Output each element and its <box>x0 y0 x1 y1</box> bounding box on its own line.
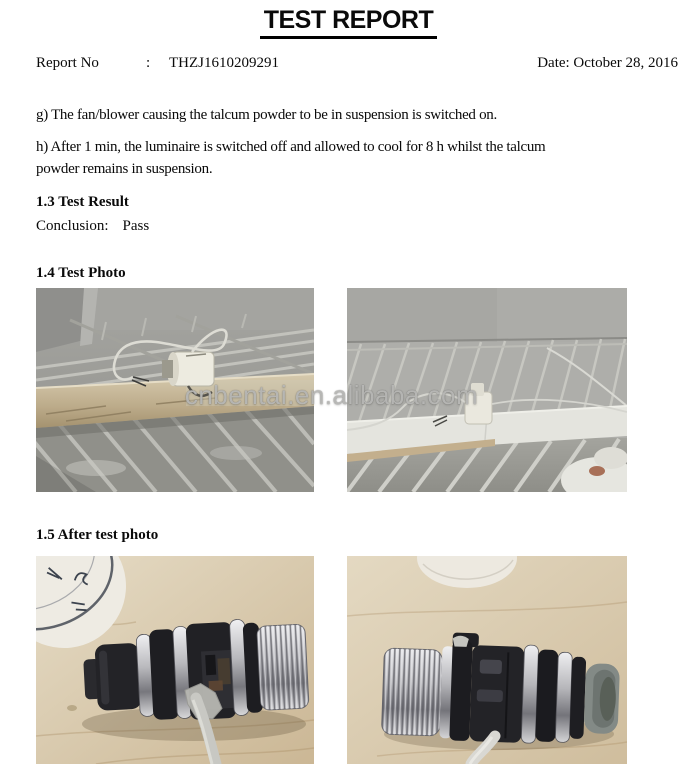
conclusion-value: Pass <box>122 218 150 234</box>
after-test-photo-left-image <box>36 556 314 764</box>
test-photo-row <box>36 288 627 492</box>
after-test-photo-row <box>36 556 627 764</box>
heading-test-result: 1.3 Test Result <box>36 194 129 210</box>
report-no-value: THZJ1610209291 <box>169 55 279 71</box>
paragraph-item-g: g) The fan/blower causing the talcum powder to be in suspension is switched on. <box>36 107 497 123</box>
chamber-photo-right <box>347 288 627 492</box>
page-title-container <box>0 6 697 39</box>
report-no-label: Report No <box>36 55 99 71</box>
chamber-photo-right-image <box>347 288 627 492</box>
report-no-separator: : <box>146 55 151 71</box>
conclusion-label: Conclusion: <box>36 218 109 234</box>
after-test-photo-left <box>36 556 314 764</box>
page-title: TEST REPORT <box>260 6 438 39</box>
report-date: Date: October 28, 2016 <box>537 55 678 71</box>
watermark-text: cnbentai.en.alibaba.com <box>184 380 479 410</box>
chamber-photo-left-image <box>36 288 314 492</box>
after-test-photo-right-image <box>347 556 627 764</box>
conclusion-line <box>36 218 149 235</box>
report-header-row <box>36 55 678 75</box>
chamber-photo-left <box>36 288 314 492</box>
after-test-photo-right <box>347 556 627 764</box>
heading-test-photo: 1.4 Test Photo <box>36 265 126 281</box>
heading-after-test-photo: 1.5 After test photo <box>36 527 159 543</box>
paragraph-item-h: h) After 1 min, the luminaire is switched off and allowed to cool for 8 h whilst the talcum powder remains in suspension. <box>36 139 546 177</box>
